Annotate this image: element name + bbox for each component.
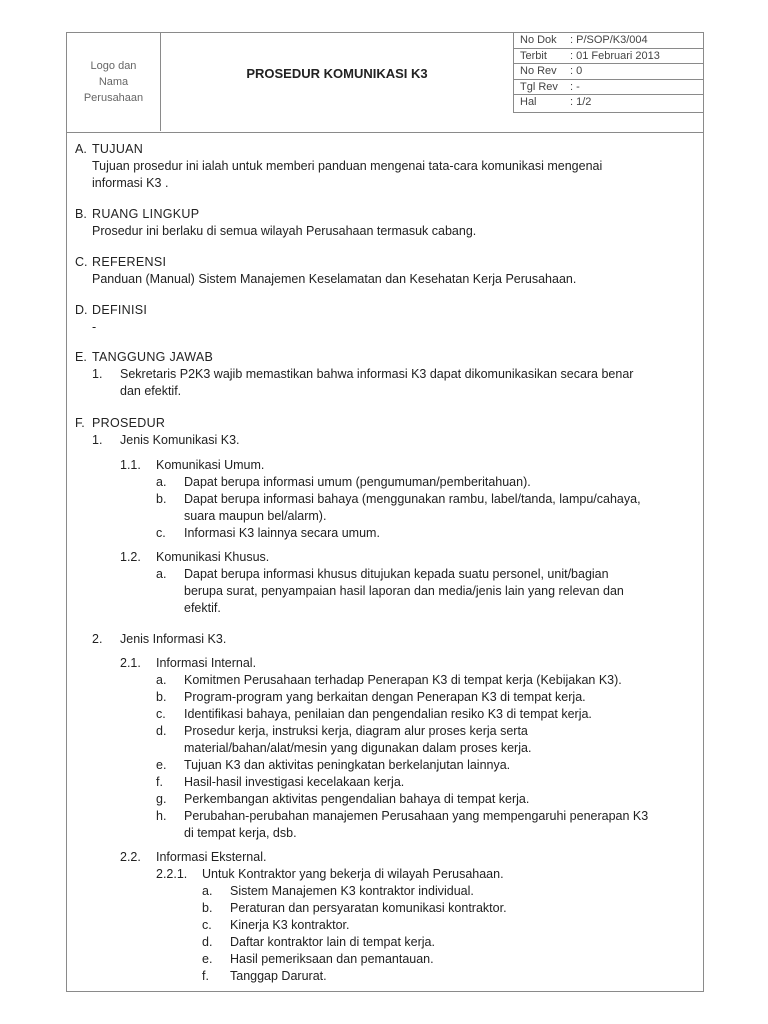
list-letter: d. (156, 724, 167, 738)
list-item-line: Prosedur kerja, instruksi kerja, diagram alur proses kerja serta (184, 724, 528, 738)
section-number: E. (75, 350, 87, 364)
meta-label: No Dok (520, 34, 557, 46)
list-letter: a. (156, 673, 167, 687)
paragraph-line: Sekretaris P2K3 wajib memastikan bahwa informasi K3 dapat dikomunikasikan secara benar (120, 367, 634, 381)
list-item-line: Hasil-hasil investigasi kecelakaan kerja. (184, 775, 405, 789)
paragraph-line: dan efektif. (120, 384, 182, 398)
meta-value: : 0 (570, 65, 583, 78)
list-letter: f. (156, 775, 163, 789)
section-number: A. (75, 142, 87, 156)
meta-row-hal (514, 95, 703, 111)
list-item-line: di tempat kerja, dsb. (184, 826, 297, 840)
list-number: 1.1. (120, 458, 141, 472)
list-letter: e. (156, 758, 167, 772)
meta-row-no-dok (514, 33, 703, 49)
meta-value: : 1/2 (570, 96, 592, 109)
list-letter: c. (156, 526, 166, 540)
list-letter: c. (156, 707, 166, 721)
list-text: Untuk Kontraktor yang bekerja di wilayah Perusahaan. (202, 867, 504, 881)
list-letter: f. (202, 969, 209, 983)
list-item-line: material/bahan/alat/mesin yang digunakan dalam proses kerja. (184, 741, 532, 755)
list-text: Jenis Komunikasi K3. (120, 433, 240, 447)
section-number: D. (75, 303, 88, 317)
list-letter: a. (156, 567, 167, 581)
list-letter: g. (156, 792, 167, 806)
section-heading: DEFINISI (92, 303, 148, 317)
list-number: 1. (92, 433, 103, 447)
meta-row-tgl-rev (514, 80, 703, 96)
paragraph-line: - (92, 320, 97, 334)
list-text: Komunikasi Khusus. (156, 550, 270, 564)
section-number: F. (75, 416, 85, 430)
list-item-line: Perkembangan aktivitas pengendalian bahaya di tempat kerja. (184, 792, 530, 806)
meta-value: : 01 Februari 2013 (570, 49, 660, 62)
list-number: 2. (92, 632, 103, 646)
list-number: 2.2. (120, 850, 141, 864)
list-item-line: Dapat berupa informasi bahaya (menggunakan rambu, label/tanda, lampu/cahaya, (184, 492, 641, 506)
list-letter: b. (156, 690, 167, 704)
list-letter: a. (202, 884, 213, 898)
meta-row-no-rev (514, 64, 703, 80)
section-heading: REFERENSI (92, 255, 167, 269)
document-header (67, 33, 703, 133)
list-letter: e. (202, 952, 213, 966)
meta-value: : - (570, 80, 580, 93)
list-item-line: Peraturan dan persyaratan komunikasi kontraktor. (230, 901, 507, 915)
section-heading: RUANG LINGKUP (92, 207, 200, 221)
section-heading: TUJUAN (92, 142, 144, 156)
list-number: 1.2. (120, 550, 141, 564)
list-item-line: Identifikasi bahaya, penilaian dan pengendalian resiko K3 di tempat kerja. (184, 707, 592, 721)
list-letter: b. (202, 901, 213, 915)
list-item-line: Program-program yang berkaitan dengan Penerapan K3 di tempat kerja. (184, 690, 586, 704)
list-text: Informasi Internal. (156, 656, 257, 670)
list-number: 2.1. (120, 656, 141, 670)
document-frame (66, 32, 704, 992)
list-letter: h. (156, 809, 167, 823)
list-letter: d. (202, 935, 213, 949)
list-item-line: Perubahan-perubahan manajemen Perusahaan yang mempengaruhi penerapan K3 (184, 809, 649, 823)
document-title: PROSEDUR KOMUNIKASI K3 (246, 65, 428, 81)
meta-label: No Rev (520, 65, 557, 78)
meta-value: : P/SOP/K3/004 (570, 34, 648, 46)
list-item-line: suara maupun bel/alarm). (184, 509, 327, 523)
section-number: C. (75, 255, 88, 269)
logo-text: Logo dan Nama Perusahaan (83, 60, 144, 104)
meta-label: Hal (520, 96, 537, 109)
paragraph-line: Panduan (Manual) Sistem Manajemen Keselamatan dan Kesehatan Kerja Perusahaan. (92, 272, 577, 286)
list-item-line: Informasi K3 lainnya secara umum. (184, 526, 380, 540)
list-number: 1. (92, 367, 103, 381)
list-letter: a. (156, 475, 167, 489)
list-item-line: efektif. (184, 601, 221, 615)
list-item-line: Tanggap Darurat. (230, 969, 327, 983)
meta-row-terbit (514, 49, 703, 65)
section-heading: TANGGUNG JAWAB (92, 350, 214, 364)
logo-placeholder (67, 33, 161, 131)
list-item-line: Hasil pemeriksaan dan pemantauan. (230, 952, 434, 966)
list-item-line: Kinerja K3 kontraktor. (230, 918, 350, 932)
paragraph-line: Tujuan prosedur ini ialah untuk memberi panduan mengenai tata-cara komunikasi mengenai (92, 159, 603, 173)
list-item-line: Tujuan K3 dan aktivitas peningkatan berkelanjutan lainnya. (184, 758, 511, 772)
document-meta-table (513, 33, 703, 113)
meta-label: Tgl Rev (520, 80, 558, 93)
list-item-line: Dapat berupa informasi khusus ditujukan kepada suatu personel, unit/bagian (184, 567, 609, 581)
list-text: Komunikasi Umum. (156, 458, 265, 472)
paragraph-line: informasi K3 . (92, 176, 169, 190)
list-text: Jenis Informasi K3. (120, 632, 227, 646)
list-number: 2.2.1. (156, 867, 188, 881)
section-heading: PROSEDUR (92, 416, 166, 430)
list-item-line: berupa surat, penyampaian hasil laporan dan media/jenis lain yang relevan dan (184, 584, 624, 598)
list-text: Informasi Eksternal. (156, 850, 267, 864)
paragraph-line: Prosedur ini berlaku di semua wilayah Perusahaan termasuk cabang. (92, 224, 477, 238)
list-item-line: Dapat berupa informasi umum (pengumuman/pemberitahuan). (184, 475, 531, 489)
list-item-line: Daftar kontraktor lain di tempat kerja. (230, 935, 435, 949)
meta-label: Terbit (520, 49, 547, 62)
list-letter: c. (202, 918, 212, 932)
list-item-line: Sistem Manajemen K3 kontraktor individual. (230, 884, 474, 898)
list-letter: b. (156, 492, 167, 506)
list-item-line: Komitmen Perusahaan terhadap Penerapan K3 di tempat kerja (Kebijakan K3). (184, 673, 622, 687)
section-number: B. (75, 207, 87, 221)
